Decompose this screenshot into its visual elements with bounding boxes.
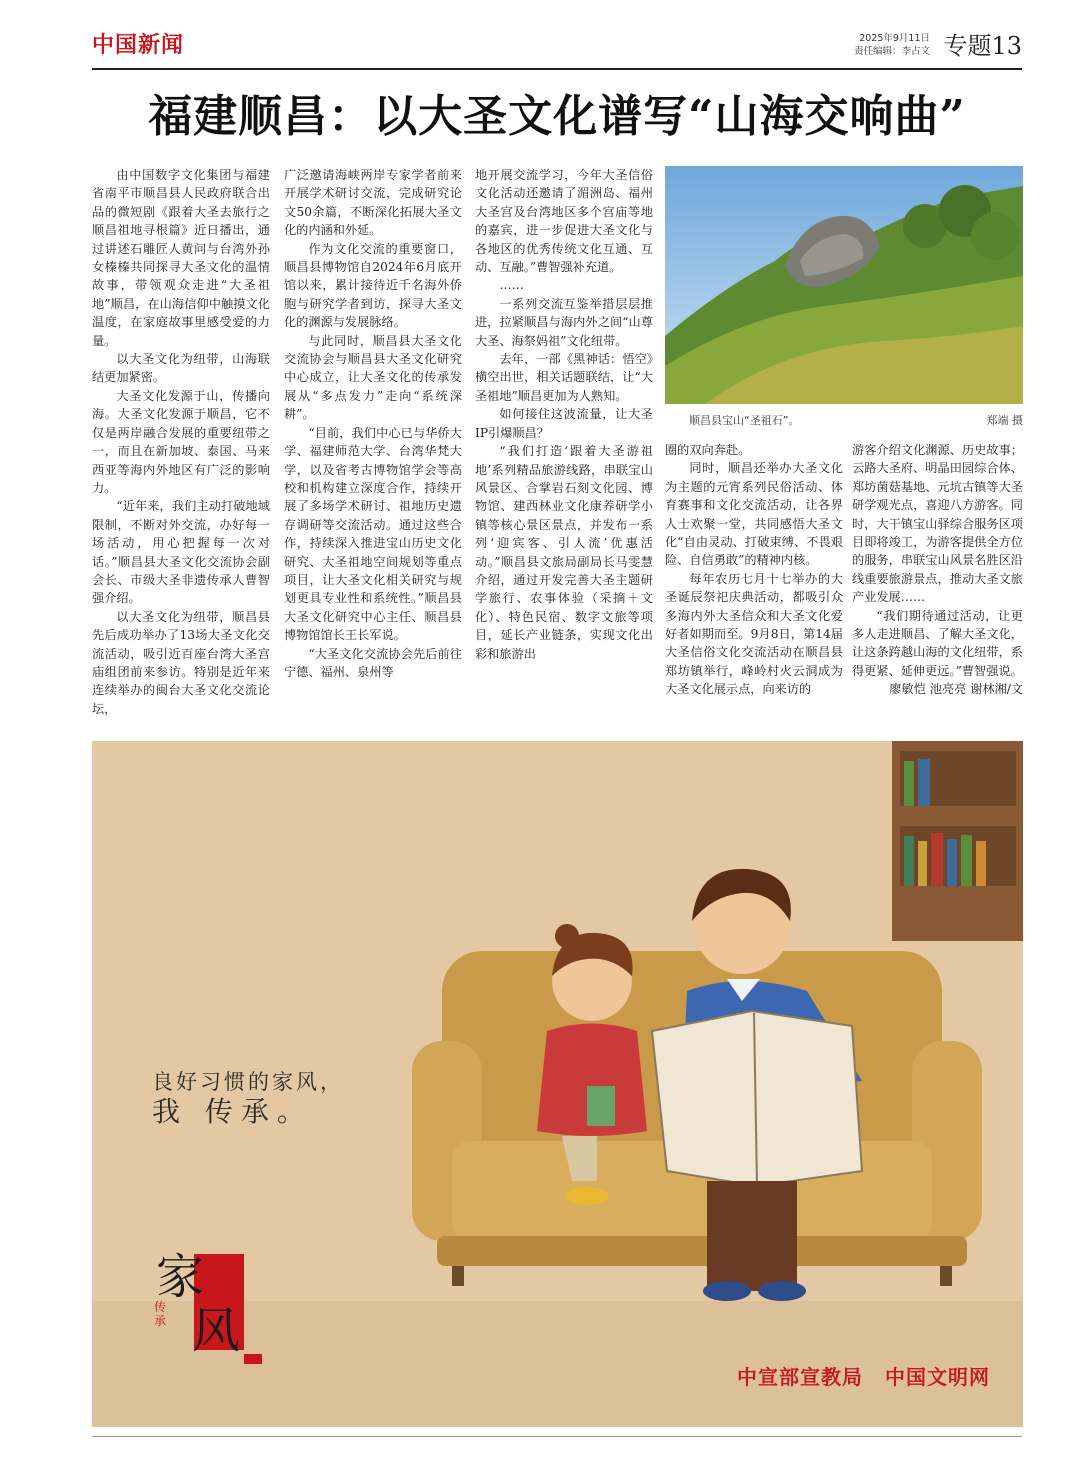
paragraph: 大圣文化发源于山，传播向海。大圣文化发源于顺昌，它不仅是两岸融合发展的重要纽带之一，而且在新加坡、泰国、马来西亚等海内外地区有广泛的影响力。	[92, 388, 270, 495]
paragraph: ……	[499, 278, 524, 293]
family-style-seal	[154, 1238, 246, 1372]
paragraph: “近年来，我们主动打破地域限制，不断对外交流，办好每一场活动，用心把握每一次对话。”顺昌县大圣文化交流协会副会长、市级大圣非遗传承人曹智强介绍。	[92, 499, 270, 606]
paragraph: “大圣文化交流协会先后前往宁德、福州、泉州等	[284, 646, 462, 679]
seal-small-text: 传承	[154, 1300, 167, 1328]
paragraph: 每年农历七月十七举办的大圣诞辰祭祀庆典活动，都吸引众多海内外大圣信众和大圣文化爱好者如期而至。9月8日，第14届大圣信俗文化交流活动在顺昌县郑坊镇举行，峰岭村火云洞成为大圣文化展示点，向来访的	[665, 571, 843, 697]
footer-rule	[92, 1436, 1022, 1437]
seal-char-jia: 家	[156, 1249, 205, 1305]
paragraph: 去年，一部《黑神话：悟空》横空出世，相关话题联结，让“大圣祖地”顺昌更加为人熟知。	[475, 352, 653, 403]
seal-char-feng: 风	[192, 1303, 241, 1359]
family-poster	[92, 741, 1023, 1427]
article-column-3	[475, 166, 653, 663]
credit-publicity-dept: 中宣部宣教局	[737, 1365, 863, 1389]
byline: 廖敏恺 池亮亮 谢林湘/文	[889, 682, 1023, 697]
mountain-photo	[665, 166, 1023, 404]
poster-slogan	[152, 1067, 344, 1127]
seal-mark	[244, 1354, 262, 1364]
slogan-line-1: 良好习惯的家风，	[152, 1070, 344, 1094]
paragraph: 地开展交流学习，今年大圣信俗文化活动还邀请了湄洲岛、福州大圣宫及台湾地区多个宫庙等地的嘉宾，进一步促进大圣文化与各地区的优秀传统文化互通、互动、互融。”曹智强补充道。	[475, 168, 653, 275]
paragraph: 由中国数字文化集团与福建省南平市顺昌县人民政府联合出品的微短剧《跟着大圣去旅行之顺昌祖地寻根篇》近日播出，通过讲述石雕匠人黄问与台湾外孙女榛榛共同探寻大圣文化的温情故事，带领观众走进“大圣祖地”顺昌，在山海信仰中触摸文化温度，在家庭故事里感受爱的力量。	[92, 168, 270, 348]
credit-civilization-net: 中国文明网	[885, 1365, 990, 1389]
paragraph: 同时，顺昌还举办大圣文化为主题的元宵系列民俗活动、体育赛事和文化交流活动，让各界人士欢聚一堂，共同感悟大圣文化“自由灵动、打破束缚、不畏艰险、自信勇敢”的精神内核。	[665, 461, 843, 568]
paragraph: 以大圣文化为纽带，山海联结更加紧密。	[92, 352, 270, 385]
paragraph: 一系列交流互鉴举措层层推进，拉紧顺昌与海内外之间“山尊大圣、海祭妈祖”文化纽带。	[475, 296, 653, 348]
article-column-1	[92, 166, 270, 718]
issue-meta	[854, 32, 930, 58]
paragraph: “我们打造‘跟着大圣游祖地’系列精品旅游线路，串联宝山风景区、合掌岩石刻文化园、博物馆、建西林业文化康养研学小镇等核心景区景点，并发布一系列‘迎宾客、引人流’优惠活动。”顺昌县文旅局副局长马雯慧介绍，通过开发完善大圣主题研学旅行、农事体验（采摘＋文化）、特色民宿、数字文旅等项目，延长产业链条，实现文化出彩和旅游出	[475, 444, 653, 661]
paragraph: 如何接住这波流量，让大圣IP引爆顺昌？	[475, 407, 653, 440]
article-column-2	[284, 166, 462, 681]
poster-credits	[737, 1361, 1012, 1390]
header-rule	[92, 68, 1022, 70]
paragraph: 游客介绍文化渊源、历史故事；云路大圣府、明晶田园综合体、郑坊菌菇基地、元坑古镇等大圣研学观光点，喜迎八方游客。同时，大干镇宝山驿综合服务区项目即将竣工，为游客提供全方位的服务，串联宝山风景名胜区沿线重要旅游景点，推动大圣文旅产业发展……	[852, 443, 1023, 605]
paragraph: 作为文化交流的重要窗口，顺昌县博物馆自2024年6月底开馆以来，累计接待近千名海外侨胞与研究学者到访，探寻大圣文化的渊源与发展脉络。	[284, 241, 462, 330]
headline: 福建顺昌：以大圣文化谱写“山海交响曲”	[148, 91, 966, 142]
section-label: 专题13	[943, 32, 1022, 60]
issue-date: 2025年9月11日	[859, 33, 930, 44]
paragraph: 广泛邀请海峡两岸专家学者前来开展学术研讨交流，完成研究论文50余篇，不断深化拓展大圣文化的内涵和外延。	[284, 168, 462, 238]
article-column-5	[852, 441, 1023, 699]
article-column-4	[665, 441, 843, 699]
paragraph: 以大圣文化为纽带，顺昌县先后成功举办了13场大圣文化交流活动，吸引近百座台湾大圣宫庙组团前来参访。特别是近年来连续举办的闽台大圣文化交流论坛，	[92, 609, 270, 716]
paragraph: “我们期待通过活动，让更多人走进顺昌、了解大圣文化，让这条跨越山海的文化纽带，系得更紧、延伸更远。”曹智强说。	[852, 608, 1023, 678]
paragraph: 与此同时，顺昌县大圣文化交流协会与顺昌县大圣文化研究中心成立，让大圣文化的传承发展从“多点发力”走向“系统深耕”。	[284, 333, 462, 422]
masthead	[92, 24, 1022, 64]
newspaper-logo: 中国新闻	[92, 32, 185, 58]
photo-caption: 顺昌县宝山“圣祖石”。	[689, 414, 800, 427]
photo-credit: 郑端 摄	[986, 414, 1023, 427]
paragraph: 圈的双向奔赴。	[665, 443, 751, 457]
paragraph: “目前，我们中心已与华侨大学、福建师范大学、台湾华梵大学，以及省考古博物馆学会等高校和机构建立深度合作，持续开展了多场学术研讨、祖地历史遗存调研等交流活动。通过这些合作，持续深入推进宝山历史文化研究、大圣祖地空间规划等重点项目，让大圣文化相关研究与规划更具专业性和系统性。”顺昌县大圣文化研究中心主任、顺昌县博物馆馆长王长军说。	[284, 425, 462, 643]
editor-credit: 责任编辑：李占文	[853, 46, 930, 57]
slogan-line-2: 我 传承。	[152, 1095, 313, 1128]
